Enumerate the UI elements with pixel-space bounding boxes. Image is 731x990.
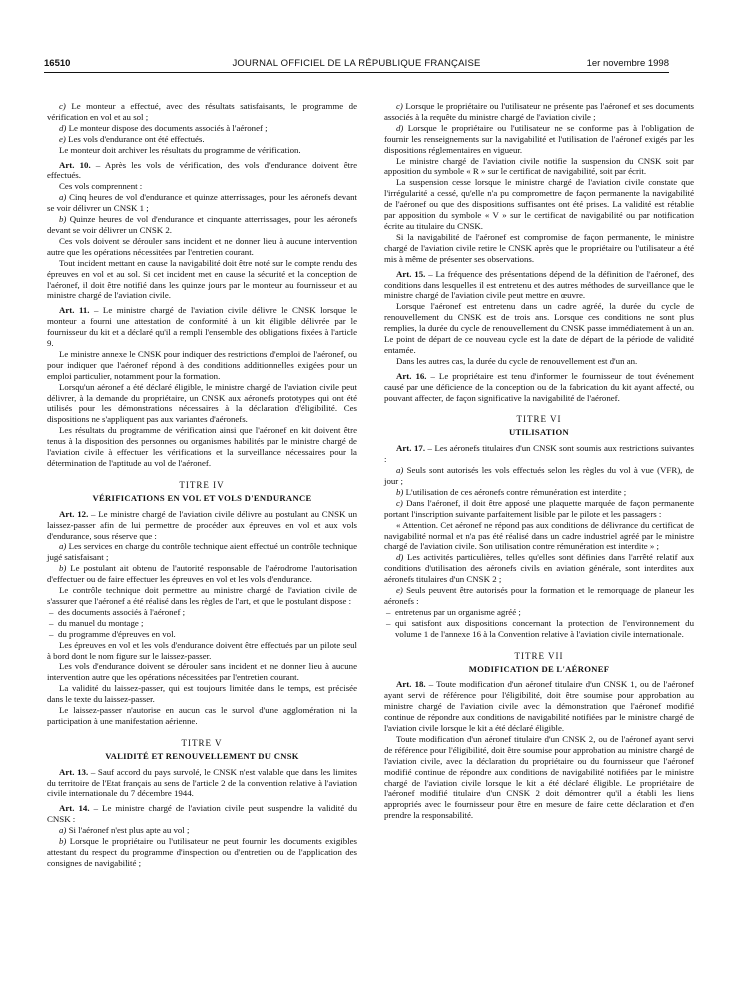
paragraph: d) Les activités particulières, telles qu'elles sont définies dans l'arrêté relatif aux conditions d'utilisation des aéronefs civils en aviation générale, sont interdites aux aéronefs titulaires d'un CNSK 2 ; <box>384 552 694 585</box>
paragraph: c) Dans l'aéronef, il doit être apposé une plaquette marquée de façon permanente portant l'inscription suivante parfaitement lisible par le pilote et les passagers : <box>384 497 694 519</box>
paragraph: a) Les services en charge du contrôle technique aient effectué un contrôle technique jugé satisfaisant ; <box>47 541 357 563</box>
paragraph: Si la navigabilité de l'aéronef est compromise de façon permanente, le ministre chargé de l'aviation civile retire le CNSK après que le propriétaire ou l'utilisateur a été mis à même de présenter ses observations. <box>384 231 694 264</box>
article-12: Art. 12. – Le ministre chargé de l'aviation civile délivre au postulant au CNSK un laissez-passer afin de lui permettre de procéder aux épreuves en vol et aux vols d'endurance, sous réserve que : <box>47 508 357 541</box>
list-item: – entretenus par un organisme agréé ; <box>384 607 694 618</box>
paragraph: b) L'utilisation de ces aéronefs contre rémunération est interdite ; <box>396 486 627 497</box>
article-17: Art. 17. – Les aéronefs titulaires d'un CNSK sont soumis aux restrictions suivantes : <box>384 443 694 465</box>
section-title-titre-vi: TITRE VI <box>516 414 562 425</box>
paragraph: Tout incident mettant en cause la navigabilité doit être noté sur le compte rendu des épreuves en vol et au sol. Si cet incident met en cause la sécurité et la conception de l'aéronef, il doit être notifié dans les quinze jours par le monteur au fournisseur et au ministre chargé de l'aviation civile. <box>47 257 357 301</box>
list-item: – du programme d'épreuves en vol. <box>47 629 357 640</box>
paragraph: Les résultats du programme de vérification ainsi que l'aéronef en kit doivent être tenus à la disposition des personnes ou organismes habilités par le ministre chargé de l'aviation civile à effectuer les vérifications et la surveillance nécessaires pour la détermination de l'aptitude au vol de l'aéronef. <box>47 425 357 468</box>
page-number: 16510 <box>44 58 71 69</box>
section-subtitle: MODIFICATION DE L'AÉRONEF <box>468 663 610 674</box>
paragraph: Ces vols comprennent : <box>59 181 143 192</box>
paragraph: La validité du laissez-passer, qui est toujours limitée dans le temps, est précisée dans le texte du laissez-passer. <box>47 683 357 705</box>
section-subtitle: UTILISATION <box>509 427 569 438</box>
paragraph: d) Lorsque le propriétaire ou l'utilisateur ne se conforme pas à l'obligation de fournir les renseignements sur la navigabilité et l'utilisation de l'aéronef exigés par les dispositions réglementaires en vigueur. <box>384 122 694 155</box>
list-item: – qui satisfont aux dispositions concernant la protection de l'environnement du volume 1 de l'annexe 16 à la Convention relative à l'aviation civile internationale. <box>384 618 694 640</box>
paragraph: Lorsqu'un aéronef a été déclaré éligible, le ministre chargé de l'aviation civile peut délivrer, à la demande du propriétaire, un CNSK aux aéronefs prototypes qui ont été utilisés pour les démonstrations nécessaires à la déclaration d'éligibilité. Ces dispositions ne s'appliquent pas aux variantes d'aéronefs. <box>47 381 357 425</box>
paragraph: Le ministre chargé de l'aviation civile notifie la suspension du CNSK soit par apposition du symbole « R » sur le certificat de navigabilité, soit par écrit. <box>384 155 694 177</box>
list-item: – des documents associés à l'aéronef ; <box>47 607 357 618</box>
article-16: Art. 16. – Le propriétaire est tenu d'informer le fournisseur de tout événement causé par une déficience de la conception ou de la fabrication du kit ayant affecté, ou pouvant affecter, de façon significative la navigabilité de l'aéronef. <box>384 370 694 403</box>
paragraph: a) Si l'aéronef n'est plus apte au vol ; <box>59 825 190 836</box>
paragraph: b) Quinze heures de vol d'endurance et cinquante atterrissages, pour les aéronefs devant se voir délivrer un CNSK 2. <box>47 214 357 235</box>
section-subtitle: VALIDITÉ ET RENOUVELLEMENT DU CNSK <box>105 750 299 761</box>
left-column <box>47 101 357 869</box>
paragraph: Le contrôle technique doit permettre au ministre chargé de l'aviation civile de s'assurer que l'aéronef a été réalisé dans les règles de l'art, et que le postulant dispose : <box>47 585 357 606</box>
paragraph: Les épreuves en vol et les vols d'endurance doivent être effectués par un pilote seul à bord dont le nom figure sur le laissez-passer. <box>47 639 357 661</box>
paragraph: c) Lorsque le propriétaire ou l'utilisateur ne présente pas l'aéronef et ses documents associés à la requête du ministre chargé de l'aviation civile ; <box>384 101 694 122</box>
paragraph: Le laissez-passer n'autorise en aucun cas le survol d'une agglomération ni la participation à une manifestation aérienne. <box>47 705 357 726</box>
paragraph: Lorsque l'aéronef est entretenu dans un cadre agréé, la durée du cycle de renouvellement du CNSK est de trois ans. Lorsque ces conditions ne sont plus remplies, la durée du cycle de renouvellement du CNSK passe immédiatement à un an. Le point de départ de ce nouveau cycle est la date de départ de la période de validité entamée. <box>384 301 694 355</box>
article-10: Art. 10. – Après les vols de vérification, des vols d'endurance doivent être effectués. <box>47 159 358 181</box>
paragraph: Le monteur doit archiver les résultats du programme de vérification. <box>59 144 301 155</box>
header-rule <box>44 72 669 73</box>
paragraph: b) Lorsque le propriétaire ou l'utilisateur ne peut fournir les documents exigibles attestant du respect du programme d'inspection ou d'entretien ou de l'application des consignes de navigabilité ; <box>47 836 357 868</box>
paragraph: c) Le monteur a effectué, avec des résultats satisfaisants, le programme de vérification en vol et au sol ; <box>47 101 357 122</box>
article-11: Art. 11. – Le ministre chargé de l'aviation civile délivre le CNSK lorsque le monteur a fourni une attestation de conformité à un kit éligible délivrée par le fournisseur du kit et a déclaré qu'il a rempli l'ensemble des obligations fixées à l'article 9. <box>47 305 357 349</box>
paragraph: Dans les autres cas, la durée du cycle de renouvellement est d'un an. <box>396 355 638 366</box>
paragraph: a) Seuls sont autorisés les vols effectués selon les règles du vol à vue (VFR), de jour ; <box>384 465 694 486</box>
paragraph: Les vols d'endurance doivent se dérouler sans incident et ne donner lieu à aucune intervention autre que les opérations nécessitées par l'entretien courant. <box>47 661 357 683</box>
paragraph: « Attention. Cet aéronef ne répond pas aux conditions de délivrance du certificat de navigabilité normal et n'a pas été réalisé dans un cadre industriel agréé par le ministre chargé de l'aviation civile. Son utilisation contre rémunération est interdite » ; <box>384 519 694 552</box>
right-column <box>384 101 694 821</box>
paragraph: La suspension cesse lorsque le ministre chargé de l'aviation civile constate que l'irrégularité a cessé, qu'elle n'a pu compromettre de façon permanente la navigabilité de l'aéronef ou que des dispositions suffisantes ont été prises. La validité est rétablie par apposition du symbole « V » sur le certificat de navigabilité ou par notification écrite au titulaire du CNSK. <box>384 177 694 231</box>
paragraph: e) Les vols d'endurance ont été effectués. <box>59 133 205 144</box>
paragraph: b) Le postulant ait obtenu de l'autorité responsable de l'aérodrome l'autorisation d'effectuer ou de faire effectuer les épreuves en vol et les vols d'endurance. <box>47 563 357 585</box>
paragraph: Toute modification d'un aéronef titulaire d'un CNSK 2, ou de l'aéronef ayant servi de référence pour l'éligibilité, doit être soumise pour approbation au ministre chargé de l'aviation civile, avec la déclaration du propriétaire ou du fournisseur que l'aéronef modifié continue de répondre aux conditions de navigabilité notifiées par le ministre chargé de l'aviation civile lorsque le kit a été déclaré éligible. Le propriétaire de l'aéronef modifié titulaire d'un CNSK 2 doit démontrer qu'il a établi les liens appropriés avec le fournisseur pour être en mesure de faire cette déclaration et d'en prendre la responsabilité. <box>384 733 694 821</box>
paragraph: Ces vols doivent se dérouler sans incident et ne donner lieu à aucune intervention autre que les opérations nécessitées par l'entretien courant. <box>47 235 357 257</box>
article-15: Art. 15. – La fréquence des présentations dépend de la définition de l'aéronef, des conditions dans lesquelles il est entretenu et des autres méthodes de surveillance que le ministre chargé de l'aviation civile peut mettre en œuvre. <box>384 268 694 301</box>
paragraph: Le ministre annexe le CNSK pour indiquer des restrictions d'emploi de l'aéronef, ou pour indiquer que l'aéronef répond à des conditions additionnelles exigées pour un emploi particulier, notamment pour la formation. <box>47 348 357 381</box>
section-title-titre-vii: TITRE VII <box>514 650 564 661</box>
journal-title: JOURNAL OFFICIEL DE LA RÉPUBLIQUE FRANÇAISE <box>232 58 481 69</box>
article-13: Art. 13. – Sauf accord du pays survolé, le CNSK n'est valable que dans les limites du territoire de l'Etat français au sens de l'article 2 de la convention relative à l'aviation civile internationale du 7 décembre 1944. <box>47 766 358 799</box>
list-item: – du manuel du montage ; <box>47 618 357 629</box>
issue-date: 1er novembre 1998 <box>586 58 669 69</box>
article-18: Art. 18. – Toute modification d'un aéronef titulaire d'un CNSK 1, ou de l'aéronef ayant servi de référence pour l'éligibilité, doit être soumise pour approbation au ministre chargé de l'aviation civile avec la démonstration que l'aéronef modifié continue de répondre aux conditions de navigabilité notifiées par le ministre chargé de l'aviation civile lorsque le kit a été déclaré éligible. <box>384 679 694 734</box>
paragraph: e) Seuls peuvent être autorisés pour la formation et le remorquage de planeur les aéronefs : <box>384 585 694 606</box>
paragraph: a) Cinq heures de vol d'endurance et quinze atterrissages, pour les aéronefs devant se voir délivrer un CNSK 1 ; <box>47 192 357 214</box>
section-title-titre-v: TITRE V <box>181 737 223 748</box>
section-subtitle: VÉRIFICATIONS EN VOL ET VOLS D'ENDURANCE <box>92 492 312 503</box>
section-title-titre-iv: TITRE IV <box>179 479 225 490</box>
paragraph: d) Le monteur dispose des documents associés à l'aéronef ; <box>59 122 268 133</box>
article-14: Art. 14. – Le ministre chargé de l'aviation civile peut suspendre la validité du CNSK : <box>47 803 357 825</box>
